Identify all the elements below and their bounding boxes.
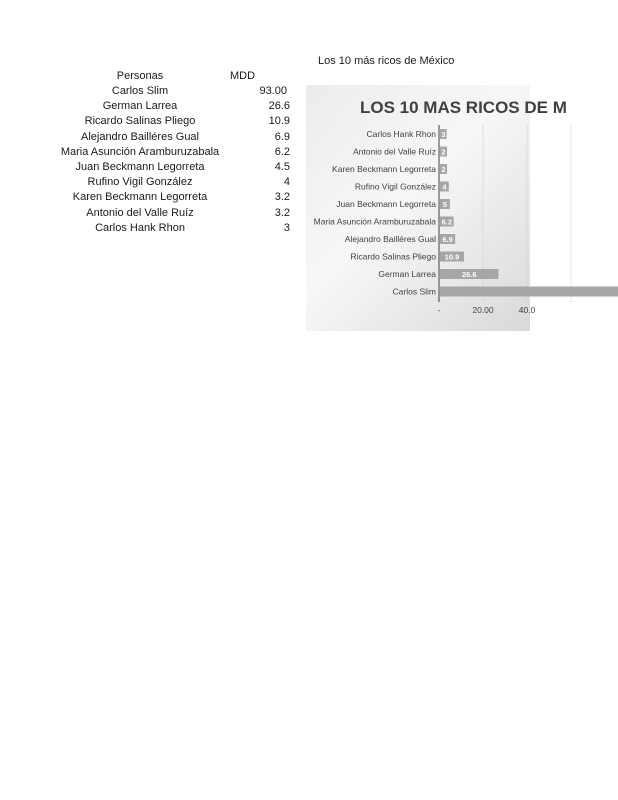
- row-value: 6.2: [274, 145, 290, 158]
- category-label: Karen Beckmann Legorreta: [332, 164, 436, 174]
- bar: [440, 287, 618, 297]
- row-value: 4.5: [274, 161, 290, 173]
- category-label: Juan Beckmann Legorreta: [336, 199, 436, 209]
- category-label: Carlos Slim: [392, 286, 436, 297]
- data-label: 6.2: [441, 217, 453, 227]
- row-name: Antonio del Valle Ruíz: [86, 206, 194, 219]
- row-name: Maria Asunción Aramburuzabala: [60, 145, 220, 158]
- row-value: 6.9: [274, 130, 290, 143]
- category-label: German Larrea: [378, 269, 436, 279]
- chart-canvas: [306, 85, 567, 331]
- bar-chart[interactable]: [306, 85, 567, 331]
- category-label: Carlos Hank Rhon: [366, 129, 436, 139]
- row-value: 4: [283, 176, 290, 189]
- row-name: German Larrea: [102, 100, 178, 113]
- category-label: Rufino Vigil González: [354, 181, 436, 192]
- category-label: Alejandro Bailléres Gual: [344, 234, 436, 244]
- data-label: 5: [442, 200, 448, 209]
- x-tick-label: 20.00: [472, 305, 494, 315]
- row-value: 3: [283, 221, 290, 234]
- sheet-title: Los 10 más ricos de México: [318, 55, 455, 67]
- data-label: 2: [441, 147, 446, 157]
- data-label: 6.9: [442, 235, 453, 244]
- row-name: Ricardo Salinas Pliego: [84, 115, 196, 128]
- header-personas: Personas: [116, 70, 164, 82]
- header-mdd: MDD: [230, 70, 256, 82]
- row-value: 3.2: [274, 191, 290, 204]
- row-name: Alejandro Bailléres Gual: [80, 130, 199, 143]
- category-label: Maria Asunción Aramburuzabala: [313, 216, 436, 227]
- row-value: 10.9: [268, 115, 290, 128]
- x-tick-label: -: [437, 305, 441, 315]
- row-value: 93.00: [259, 85, 287, 97]
- x-tick-label: 40.0: [518, 305, 536, 315]
- data-label: 10.9: [444, 252, 460, 262]
- row-name: Juan Beckmann Legorreta: [75, 161, 205, 173]
- row-name: Karen Beckmann Legorreta: [72, 191, 208, 204]
- row-value: 26.6: [268, 100, 290, 113]
- data-label: 4: [442, 182, 447, 192]
- row-name: Carlos Hank Rhon: [95, 221, 185, 234]
- row-value: 3.2: [274, 206, 290, 219]
- chart-title: LOS 10 MAS RICOS DE M: [360, 98, 567, 117]
- row-name: Rufino Vigil González: [87, 176, 193, 189]
- data-label: 3: [441, 130, 446, 139]
- category-label: Ricardo Salinas Pliego: [350, 251, 436, 262]
- data-label: 26.6: [461, 270, 477, 279]
- row-name: Carlos Slim: [111, 85, 169, 97]
- category-label: Antonio del Valle Ruíz: [352, 146, 436, 157]
- data-label: 2: [441, 165, 446, 174]
